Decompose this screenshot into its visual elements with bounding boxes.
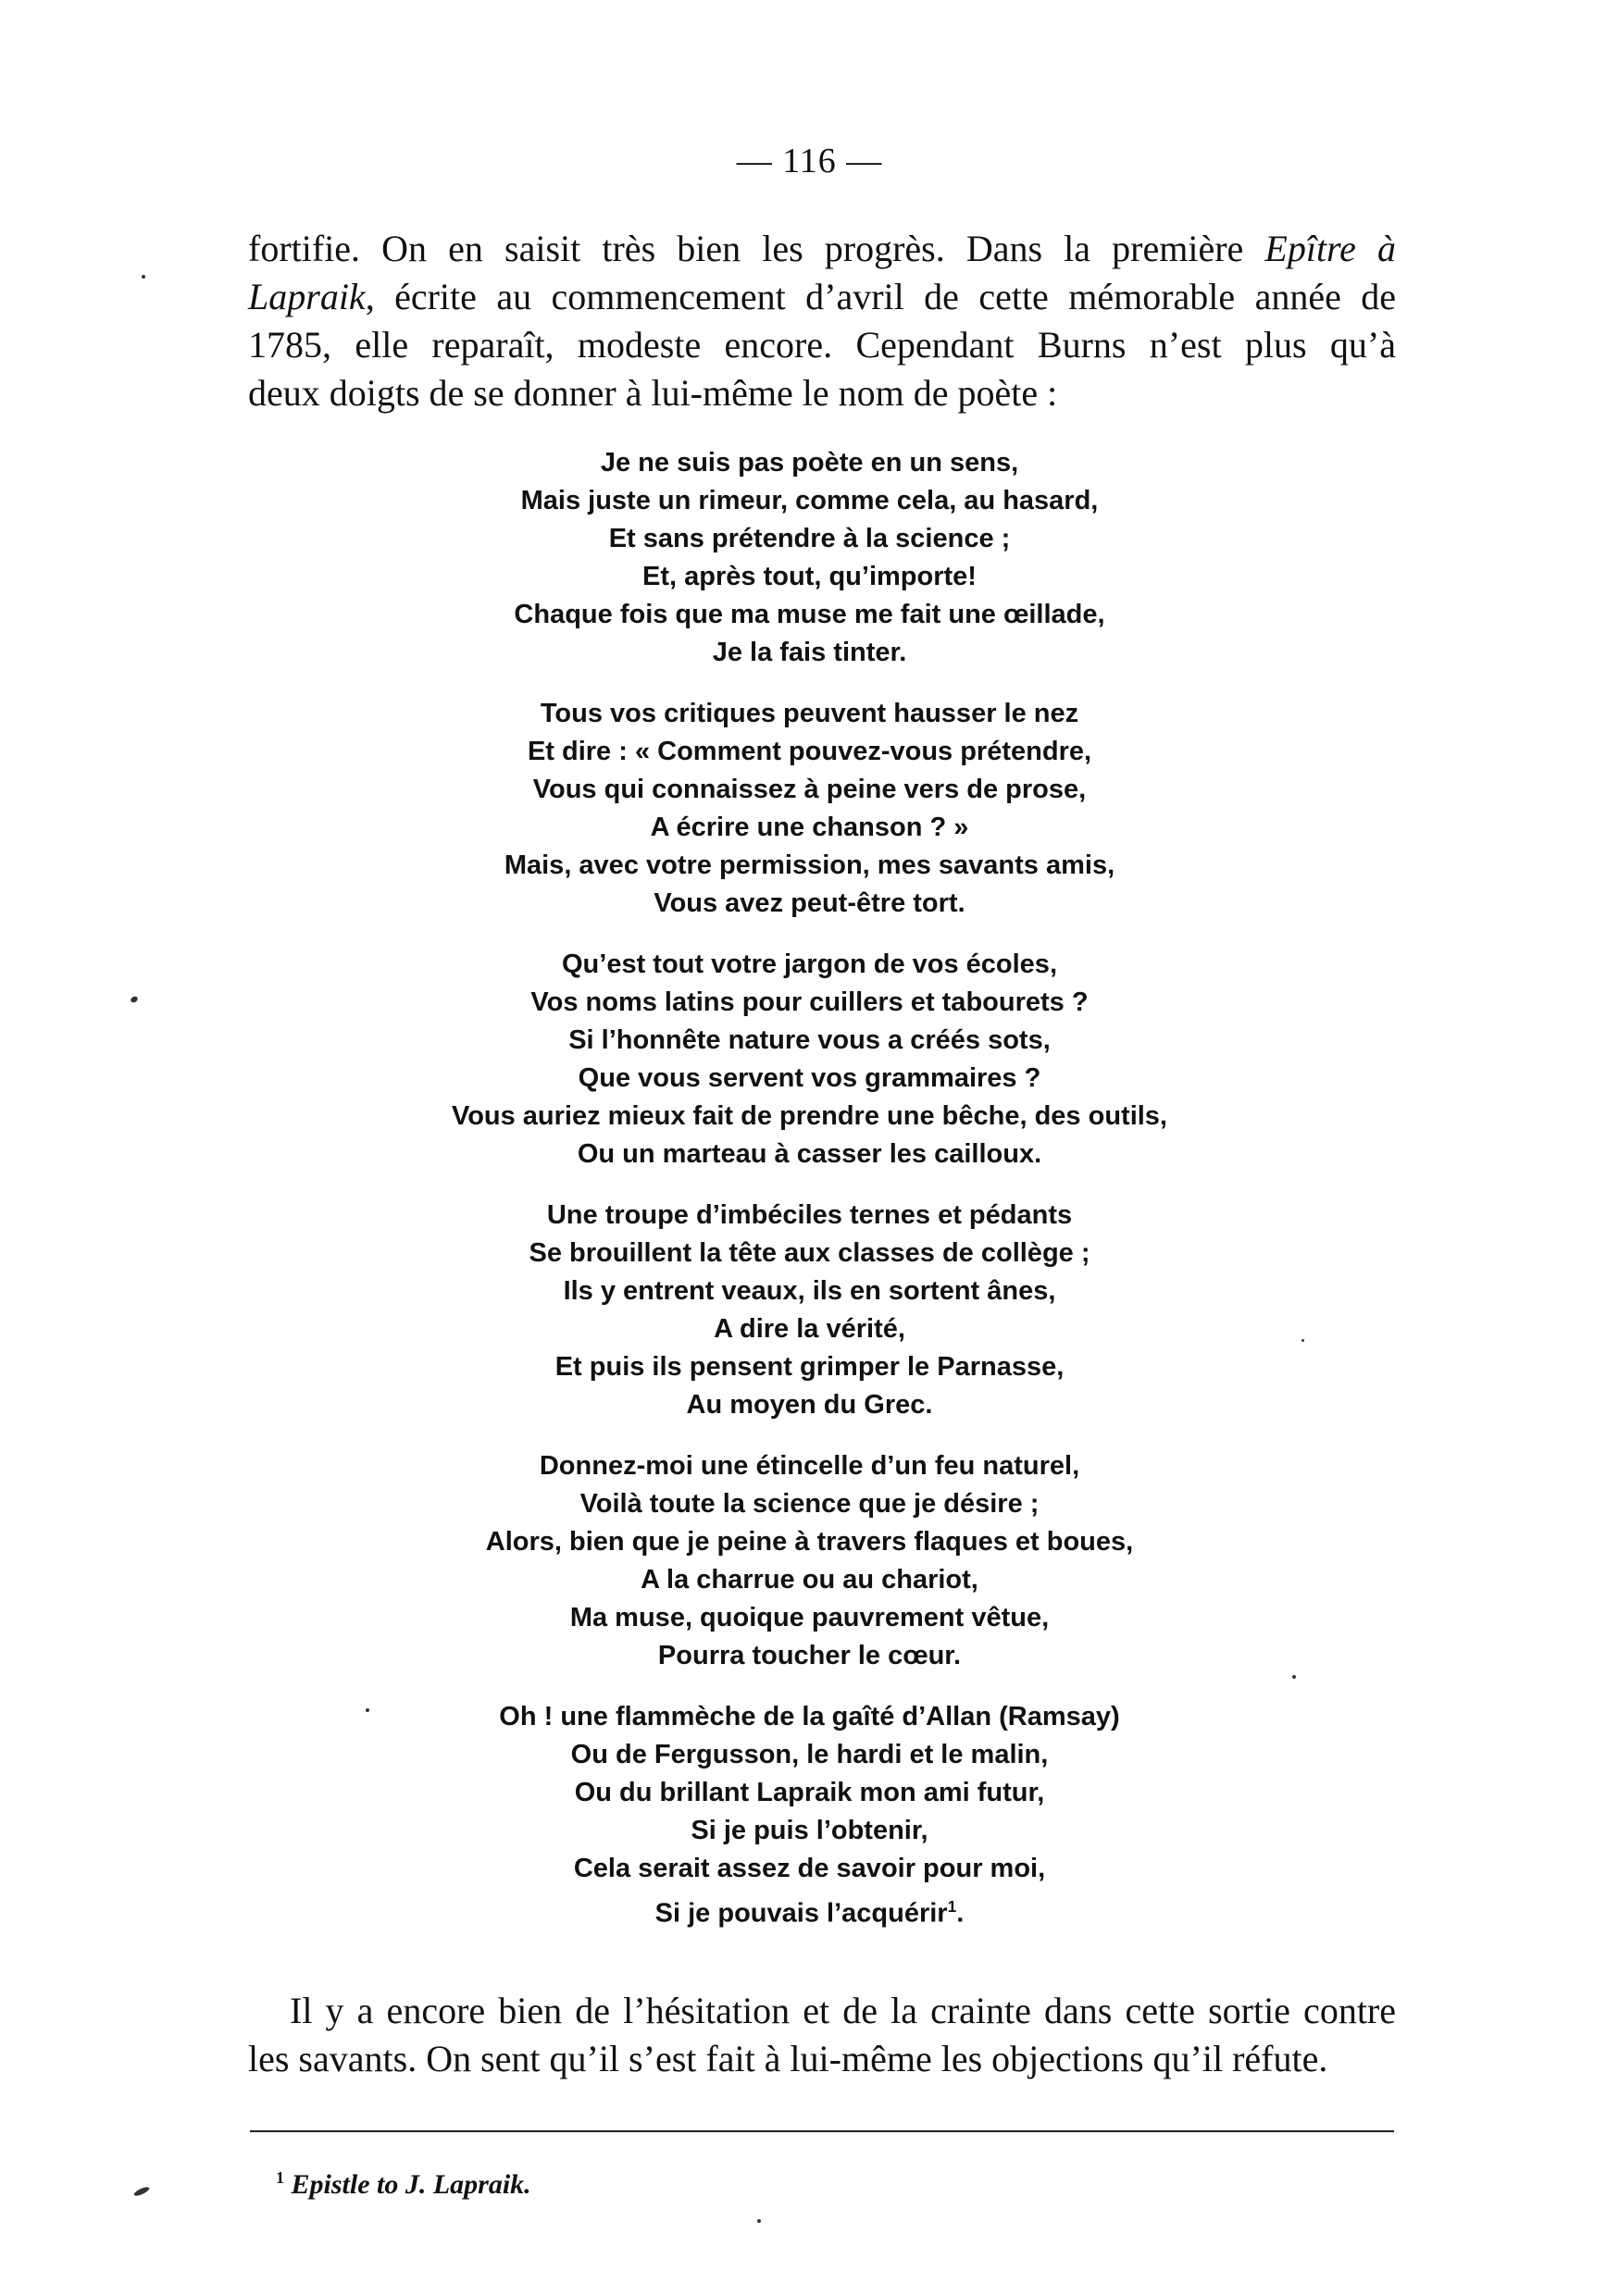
print-speck xyxy=(142,275,145,279)
poem-verse: Une troupe d’imbéciles ternes et pédants xyxy=(546,1200,1073,1230)
poem-verse: Vous avez peut-être tort. xyxy=(654,888,965,918)
poem-verse: Ma muse, quoique pauvrement vêtue, xyxy=(569,1603,1050,1632)
intro-line-2-text: , écrite au commencement d’avril de cette mémorable année de xyxy=(365,276,1396,317)
intro-line-1 xyxy=(248,225,1396,273)
poem-verse: Si je puis l’obtenir, xyxy=(691,1816,928,1845)
poem-verse: Chaque fois que ma muse me fait une œillade, xyxy=(514,600,1105,629)
poem-stanza xyxy=(333,444,1286,672)
poem-stanza xyxy=(333,1197,1286,1424)
page-number: — 116 — xyxy=(736,142,883,180)
print-speck xyxy=(133,2185,151,2197)
poem-verse: Et puis ils pensent grimper le Parnasse, xyxy=(554,1352,1065,1382)
conclusion-line-1: Il y a encore bien de l’hésitation et de la crainte dans cette sortie contre xyxy=(290,1990,1396,2031)
poem-verse: Je la fais tinter. xyxy=(712,638,907,667)
poem-verse: Tous vos critiques peuvent hausser le nez xyxy=(540,699,1079,728)
poem-final-period: . xyxy=(956,1898,965,1929)
intro-line-4: deux doigts de se donner à lui-même le nom de poète : xyxy=(248,372,1058,414)
poem-verse: Et dire : « Comment pouvez-vous prétendre, xyxy=(527,737,1092,766)
poem-verse-last xyxy=(333,1888,1286,1933)
poem-verse: Vous qui connaissez à peine vers de prose, xyxy=(532,775,1087,804)
poem-verse: Et sans prétendre à la science ; xyxy=(608,524,1011,553)
poem-verse: Ils y entrent veaux, ils en sortent ânes, xyxy=(563,1276,1056,1306)
footnote-text: Epistle to J. Lapraik. xyxy=(291,2169,531,2200)
poem-verse: Que vous servent vos grammaires ? xyxy=(578,1063,1041,1093)
conclusion-paragraph xyxy=(248,1987,1396,2083)
poem-verse: Vous auriez mieux fait de prendre une bêche, des outils, xyxy=(452,1101,1167,1131)
print-speck xyxy=(130,995,139,1003)
footnote-divider xyxy=(250,2130,1394,2132)
poem-verse: Alors, bien que je peine à travers flaques et boues, xyxy=(485,1527,1134,1557)
poem-verse: Se brouillent la tête aux classes de collège ; xyxy=(529,1238,1090,1268)
poem-stanza xyxy=(333,946,1286,1173)
poem-footnote-ref: 1 xyxy=(947,1897,957,1916)
poem-verse: Oh ! une flammèche de la gaîté d’Allan (Ramsay) xyxy=(499,1702,1120,1731)
poem-verse: Donnez-moi une étincelle d’un feu naturel, xyxy=(539,1451,1080,1481)
intro-paragraph xyxy=(248,225,1396,417)
poem-verse: Mais juste un rimeur, comme cela, au hasard, xyxy=(520,486,1099,515)
intro-line-2 xyxy=(248,273,1396,321)
footnote xyxy=(276,2161,531,2202)
poem-stanza xyxy=(333,695,1286,923)
poem-stanza xyxy=(333,1698,1286,1933)
poem-verse: Si je pouvais l’acquérir xyxy=(654,1898,948,1929)
intro-title-italic-1: Epître à xyxy=(1264,228,1396,269)
poem-verse: Je ne suis pas poète en un sens, xyxy=(600,448,1019,478)
poem-verse: Mais, avec votre permission, mes savants amis, xyxy=(504,850,1115,880)
intro-line-3: 1785, elle reparaît, modeste encore. Cependant Burns n’est plus qu’à xyxy=(248,324,1396,366)
poem-verse: Et, après tout, qu’importe! xyxy=(642,562,977,591)
print-speck xyxy=(757,2219,761,2223)
poem-verse: Au moyen du Grec. xyxy=(686,1390,933,1420)
print-speck xyxy=(366,1708,369,1712)
poem-verse: Si l’honnête nature vous a créés sots, xyxy=(568,1025,1051,1055)
poem-verse: Pourra toucher le cœur. xyxy=(657,1641,962,1670)
poem-verse: A la charrue ou au chariot, xyxy=(641,1565,978,1595)
footnote-number: 1 xyxy=(276,2168,284,2187)
poem-verse: Ou un marteau à casser les cailloux. xyxy=(577,1139,1042,1169)
poem-stanza xyxy=(333,1447,1286,1675)
conclusion-line-2: les savants. On sent qu’il s’est fait à lui-même les objections qu’il réfute. xyxy=(248,2038,1328,2079)
print-speck xyxy=(1292,1675,1296,1679)
poem-verse: Cela serait assez de savoir pour moi, xyxy=(573,1854,1046,1883)
intro-title-italic-2: Lapraik xyxy=(248,276,366,317)
poem-verse: Voilà toute la science que je désire ; xyxy=(579,1489,1040,1519)
intro-line-1-text: fortifie. On en saisit très bien les progrès. Dans la première xyxy=(248,228,1265,269)
poem-verse: Ou du brillant Lapraik mon ami futur, xyxy=(574,1778,1045,1807)
poem-verse: A écrire une chanson ? » xyxy=(650,813,969,842)
poem-verse: Ou de Fergusson, le hardi et le malin, xyxy=(570,1740,1049,1769)
poem-verse: Vos noms latins pour cuillers et tabourets ? xyxy=(530,987,1089,1017)
poem-verse: Qu’est tout votre jargon de vos écoles, xyxy=(561,949,1057,979)
print-speck xyxy=(1301,1339,1304,1342)
poem-verse: A dire la vérité, xyxy=(714,1314,905,1344)
poem xyxy=(333,444,1286,1956)
